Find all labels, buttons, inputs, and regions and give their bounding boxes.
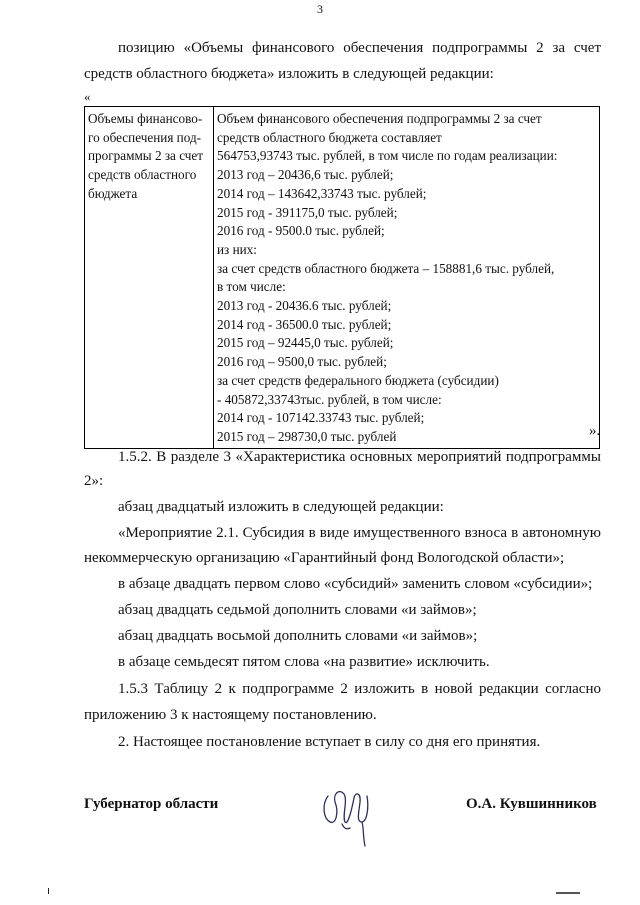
value-line: средств областного бюджета составляет bbox=[217, 129, 442, 145]
value-line: 2014 год - 36500.0 тыс. рублей; bbox=[217, 316, 392, 332]
page-number: 3 bbox=[317, 2, 323, 16]
label-line: бюджета bbox=[88, 185, 138, 201]
value-line: 2016 год – 9500,0 тыс. рублей; bbox=[217, 354, 387, 370]
value-line: 564753,93743 тыс. рублей, в том числе по годам реализации: bbox=[217, 148, 558, 164]
intro-line-1: позицию «Объемы финансового обеспечения подпрограммы 2 за счет bbox=[118, 40, 601, 56]
funding-table bbox=[84, 106, 600, 449]
paragraph-1-5-3-line-1: 1.5.3 Таблицу 2 к подпрограмме 2 изложить в новой редакции согласно bbox=[118, 681, 601, 697]
value-line: 2014 год – 143642,33743 тыс. рублей; bbox=[217, 185, 427, 201]
signatory-position: Губернатор области bbox=[84, 796, 219, 812]
paragraph-2-effective: 2. Настоящее постановление вступает в силу со дня его принятия. bbox=[118, 734, 541, 750]
table-label-cell bbox=[85, 107, 214, 449]
handwritten-signature bbox=[320, 778, 378, 850]
table-value-cell bbox=[214, 107, 600, 449]
label-line: Объемы финансово- bbox=[88, 111, 203, 126]
value-line: Объем финансового обеспечения подпрограммы 2 за счет bbox=[217, 111, 542, 126]
value-line: 2013 год – 20436,6 тыс. рублей; bbox=[217, 167, 394, 183]
value-line: 2015 год – 92445,0 тыс. рублей; bbox=[217, 335, 394, 351]
value-line: 2015 год – 298730,0 тыс. рублей bbox=[217, 428, 397, 444]
paragraph-abzac-28: абзац двадцать восьмой дополнить словами «и займов»; bbox=[118, 628, 478, 644]
value-line: 2013 год - 20436.6 тыс. рублей; bbox=[217, 298, 392, 314]
paragraph-abzac-27: абзац двадцать седьмой дополнить словами «и займов»; bbox=[118, 602, 477, 618]
value-line: 2016 год - 9500.0 тыс. рублей; bbox=[217, 223, 385, 239]
paragraph-1-5-2-line-1: 1.5.2. В разделе 3 «Характеристика основных мероприятий подпрограммы bbox=[118, 449, 601, 465]
value-line: 2015 год - 391175,0 тыс. рублей; bbox=[217, 204, 398, 220]
label-line: го обеспечения под- bbox=[88, 129, 202, 145]
label-line: средств областного bbox=[88, 167, 197, 183]
value-line: - 405872,33743тыс. рублей, в том числе: bbox=[217, 391, 442, 407]
value-line: из них: bbox=[217, 241, 257, 257]
paragraph-event-line-2: некоммерческую организацию «Гарантийный фонд Вологодской области»; bbox=[84, 550, 565, 566]
label-line: программы 2 за счет bbox=[88, 148, 204, 164]
paragraph-abzac-20: абзац двадцатый изложить в следующей редакции: bbox=[118, 499, 444, 515]
value-line: за счет средств областного бюджета – 158881,6 тыс. рублей, bbox=[217, 260, 555, 276]
closing-quote: ». bbox=[589, 423, 601, 439]
signatory-name: О.А. Кувшинников bbox=[466, 796, 597, 812]
value-line: в том числе: bbox=[217, 279, 286, 295]
funding-table-row bbox=[85, 107, 600, 449]
paragraph-event-line-1: «Мероприятие 2.1. Субсидия в виде имущественного взноса в автономную bbox=[118, 525, 601, 541]
scan-edge-mark bbox=[48, 888, 49, 894]
paragraph-1-5-2-line-2: 2»: bbox=[84, 473, 104, 489]
paragraph-abzac-75: в абзаце семьдесят пятом слова «на развитие» исключить. bbox=[118, 654, 490, 670]
intro-line-2: средств областного бюджета» изложить в следующей редакции: bbox=[84, 66, 494, 82]
paragraph-abzac-21: в абзаце двадцать первом слово «субсидий» заменить словом «субсидии»; bbox=[118, 576, 593, 592]
value-line: 2014 год - 107142.33743 тыс. рублей; bbox=[217, 410, 425, 426]
value-line: за счет средств федерального бюджета (субсидии) bbox=[217, 372, 499, 388]
scan-edge-mark bbox=[556, 892, 580, 894]
paragraph-1-5-3-line-2: приложению 3 к настоящему постановлению. bbox=[84, 707, 377, 723]
opening-quote: « bbox=[84, 89, 91, 104]
